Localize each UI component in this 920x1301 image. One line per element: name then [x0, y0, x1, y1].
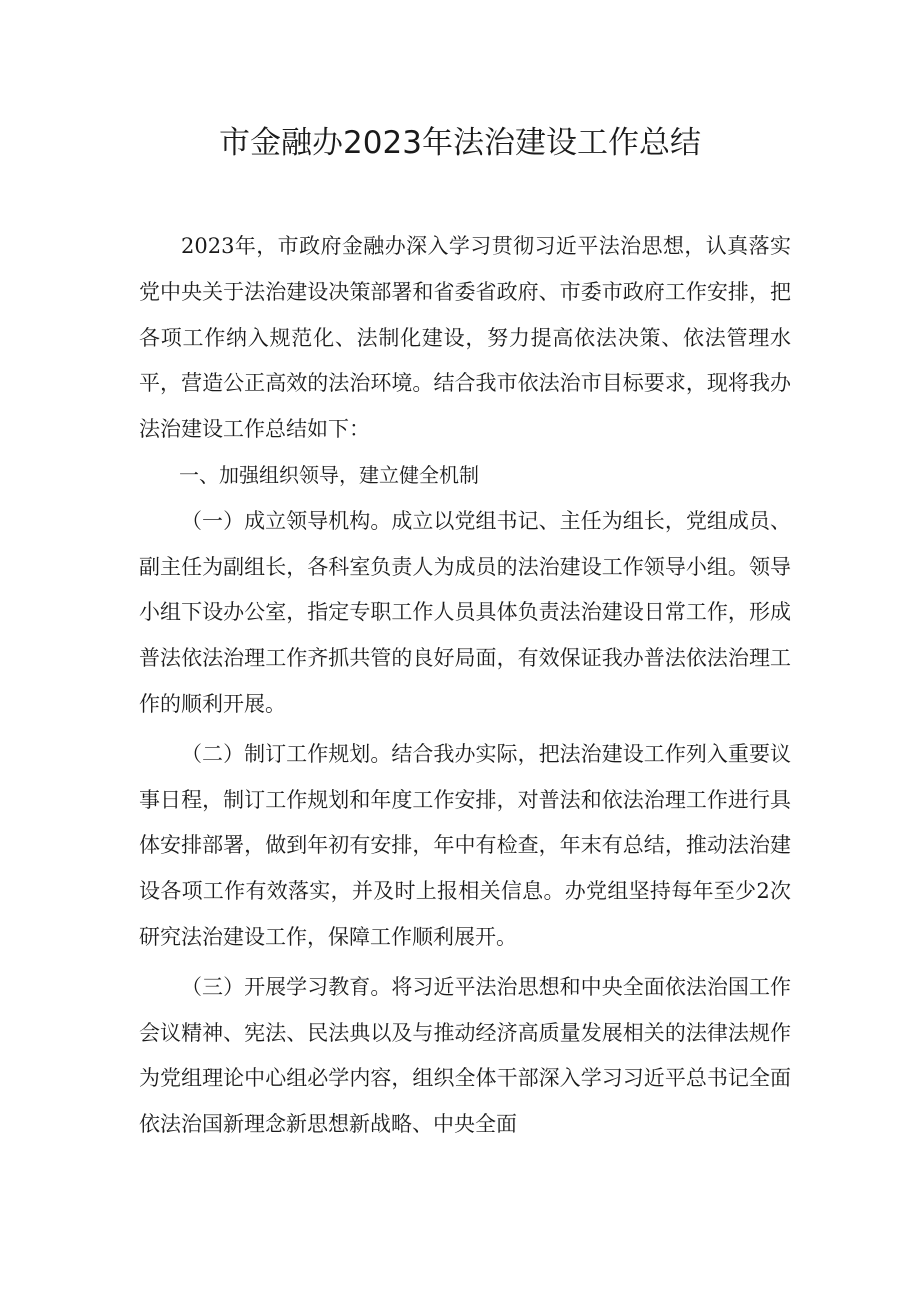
paragraph-item-1: （一）成立领导机构。成立以党组书记、主任为组长，党组成员、副主任为副组长，各科室负责人为成员的法治建设工作领导小组。领导小组下设办公室，指定专职工作人员具体负责法治建设日常工作，形成普法依法治理工作齐抓共管的良好局面，有效保证我办普法依法治理工作的顺利开展。	[139, 508, 791, 716]
paragraph-item-2: （二）制订工作规划。结合我办实际，把法治建设工作列入重要议事日程，制订工作规划和年度工作安排，对普法和依法治理工作进行具体安排部署，做到年初有安排，年中有检查，年末有总结，推动法治建设各项工作有效落实，并及时上报相关信息。办党组坚持每年至少2次研究法治建设工作，保障工作顺利展开。	[139, 741, 791, 949]
document-title: 市金融办2023年法治建设工作总结	[219, 125, 701, 161]
intro-paragraph: 2023年，市政府金融办深入学习贯彻习近平法治思想，认真落实党中央关于法治建设决策部署和省委省政府、市委市政府工作安排，把各项工作纳入规范化、法制化建设，努力提高依法决策、依法管理水平，营造公正高效的法治环境。结合我市依法治市目标要求，现将我办法治建设工作总结如下：	[139, 234, 791, 442]
document-body	[139, 224, 791, 1148]
paragraph-item-3: （三）开展学习教育。将习近平法治思想和中央全面依法治国工作会议精神、宪法、民法典以及与推动经济高质量发展相关的法律法规作为党组理论中心组必学内容，组织全体干部深入学习习近平总书记全面依法治国新理念新思想新战略、中央全面	[139, 974, 791, 1137]
section-heading-1: 一、加强组织领导，建立健全机制	[179, 462, 479, 487]
